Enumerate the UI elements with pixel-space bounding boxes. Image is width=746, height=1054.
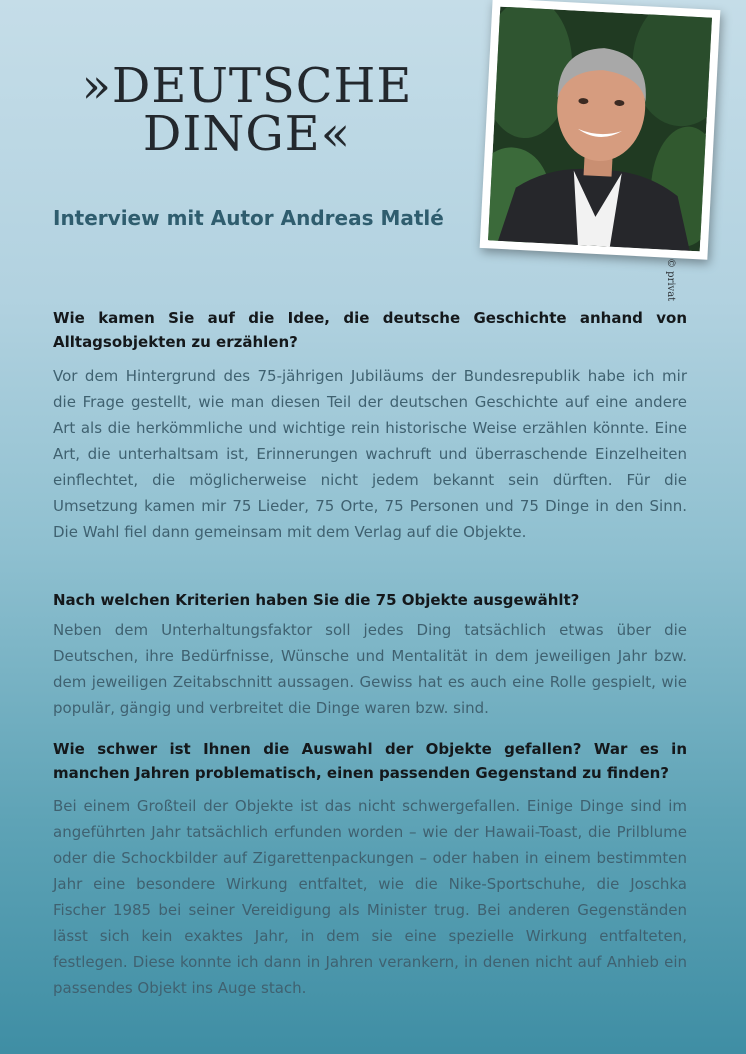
author-portrait-image <box>488 7 712 252</box>
question-2: Nach welchen Kriterien haben Sie die 75 Objekte ausgewählt? <box>53 591 580 609</box>
answer-2: Neben dem Unterhaltungsfaktor soll jedes Ding tatsächlich etwas über die Deutschen, ihre Bedürfnisse, Wünsche und Mentalität in dem jeweiligen Jahr bzw. dem jeweiligen Zeitabschnitt aussagen. Gewiss hat es auch eine Rolle gespielt, wie populär, gängig und verbreitet die Dinge waren bzw. sind. <box>53 621 687 717</box>
answer-3: Bei einem Großteil der Objekte ist das nicht schwergefallen. Einige Dinge sind im angeführten Jahr tatsächlich erfunden worden – wie der Hawaii-Toast, die Prilblume oder die Schockbilder auf Zigarettenpackungen – oder haben in einem bestimmten Jahr eine besondere Wirkung entfaltet, wie die Nike-Sportschuhe, die Joschka Fischer 1985 bei seiner Vereidigung als Minister trug. Bei anderen Gegenständen lässt sich kein exaktes Jahr, in dem sie eine spezielle Wirkung entfalteten, festlegen. Diese konnte ich dann in Jahren verankern, in denen nicht auf Anhieb ein passendes Objekt ins Auge stach. <box>53 797 687 997</box>
title-line-1: »DEUTSCHE <box>81 58 413 114</box>
question-3: Wie schwer ist Ihnen die Auswahl der Objekte gefallen? War es in manchen Jahren problematisch, einen passenden Gegenstand zu finden? <box>53 740 687 782</box>
page-title <box>62 58 432 162</box>
answer-1: Vor dem Hintergrund des 75-jährigen Jubiläums der Bundesrepublik habe ich mir die Frage gestellt, wie man diesen Teil der deutschen Geschichte auf eine andere Art als die herkömmliche und wichtige rein historische Weise erzählen könnte. Eine Art, die unterhaltsam ist, Erinnerungen wachruft und überraschende Einzelheiten einflechtet, die möglicherweise nicht jedem bekannt sein dürften. Für die Umsetzung kamen mir 75 Lieder, 75 Orte, 75 Personen und 75 Dinge in den Sinn. Die Wahl fiel dann gemeinsam mit dem Verlag auf die Objekte. <box>53 367 687 541</box>
subtitle: Interview mit Autor Andreas Matlé <box>53 206 444 230</box>
question-1: Wie kamen Sie auf die Idee, die deutsche Geschichte anhand von Alltagsobjekten zu erzählen? <box>53 309 687 351</box>
photo-credit: © privat <box>665 258 676 302</box>
title-line-2: DINGE« <box>142 106 352 162</box>
author-photo <box>480 0 721 260</box>
